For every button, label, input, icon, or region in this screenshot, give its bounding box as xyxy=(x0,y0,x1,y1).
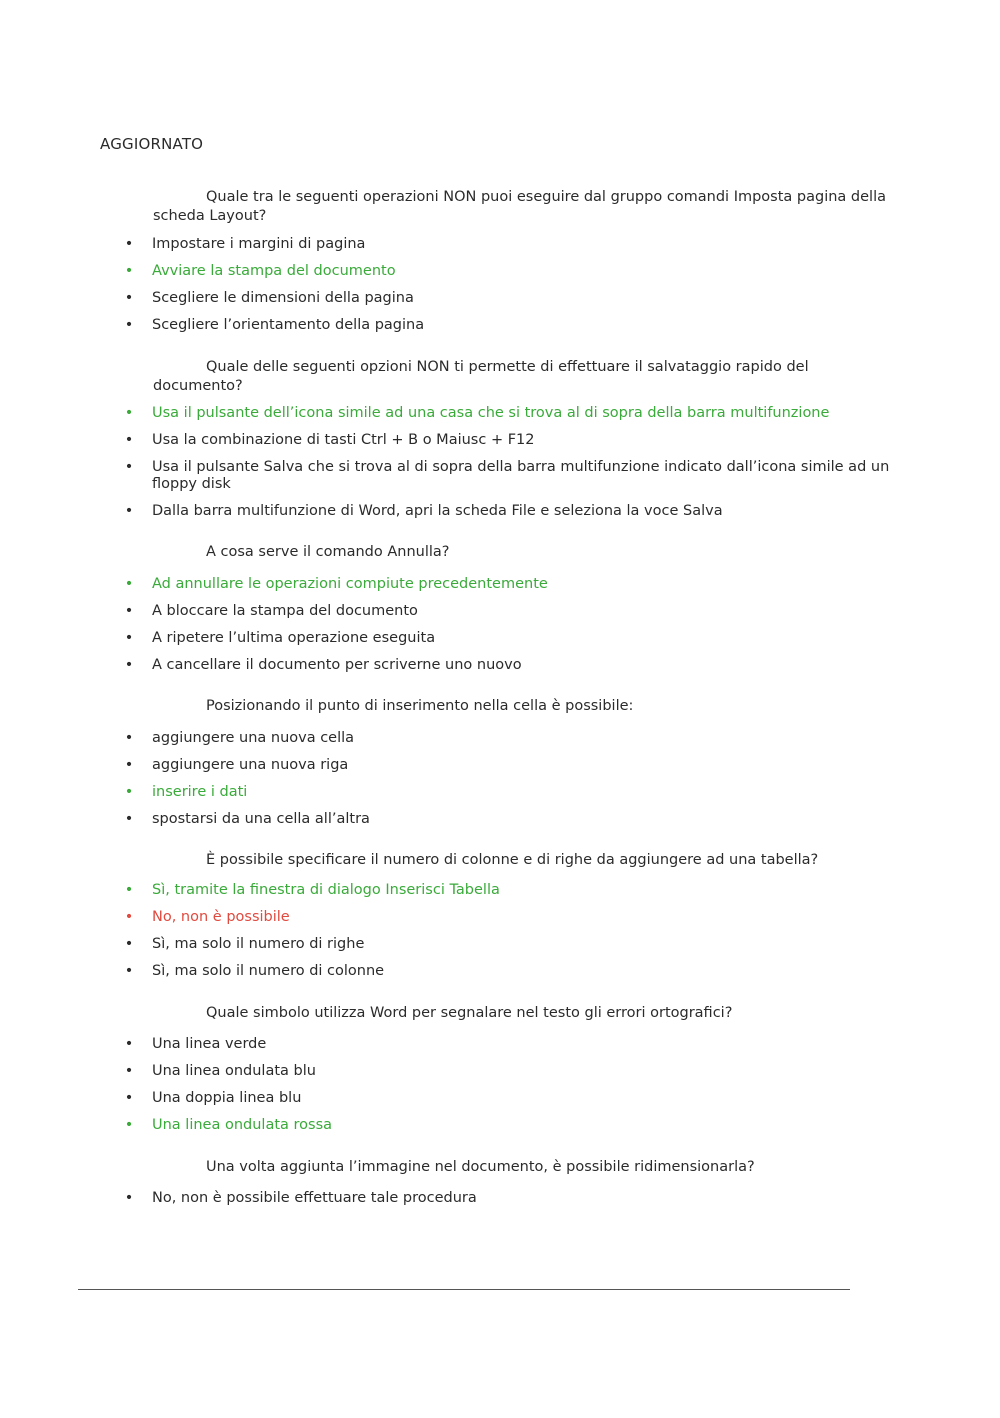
answer-text: Sì, ma solo il numero di colonne xyxy=(152,963,385,979)
answer-text: A cancellare il documento per scriverne uno nuovo xyxy=(152,657,522,673)
bullet-icon: • xyxy=(124,1036,134,1052)
bullet-icon: • xyxy=(124,657,134,673)
bullet-icon: • xyxy=(124,1190,134,1206)
question-3: A cosa serve il comando Annulla? xyxy=(206,544,450,560)
answer-item xyxy=(0,630,1000,647)
answer-list-3 xyxy=(0,576,1000,684)
answer-item xyxy=(0,236,1000,253)
bullet-icon: • xyxy=(124,730,134,746)
answer-item xyxy=(0,317,1000,334)
question-5: È possibile specificare il numero di colonne e di righe da aggiungere ad una tabella? xyxy=(206,852,819,868)
answer-text: Avviare la stampa del documento xyxy=(152,263,396,279)
bullet-icon: • xyxy=(124,757,134,773)
bullet-icon: • xyxy=(124,784,134,800)
answer-item xyxy=(0,757,1000,774)
answer-text: inserire i dati xyxy=(152,784,248,800)
bullet-icon: • xyxy=(124,811,134,827)
bullet-icon: • xyxy=(124,263,134,279)
answer-text: Una linea ondulata rossa xyxy=(152,1117,333,1133)
answer-text: A ripetere l’ultima operazione eseguita xyxy=(152,630,436,646)
answer-item xyxy=(0,459,1000,493)
answer-list-5 xyxy=(0,882,1000,990)
bullet-icon: • xyxy=(124,432,134,448)
answer-item xyxy=(0,432,1000,449)
answer-item-correct xyxy=(0,576,1000,593)
answer-text: spostarsi da una cella all’altra xyxy=(152,811,370,827)
question-1: Quale tra le seguenti operazioni NON puoi eseguire dal gruppo comandi Imposta pagina della scheda Layout? xyxy=(153,189,886,224)
answer-text: Usa il pulsante Salva che si trova al di sopra della barra multifunzione indicato dall’icona simile ad un floppy disk xyxy=(152,459,890,492)
answer-item-correct xyxy=(0,405,1000,422)
answer-item xyxy=(0,1090,1000,1107)
bullet-icon: • xyxy=(124,882,134,898)
answer-text: Dalla barra multifunzione di Word, apri la scheda File e seleziona la voce Salva xyxy=(152,503,723,519)
question-2: Quale delle seguenti opzioni NON ti permette di effettuare il salvataggio rapido del documento? xyxy=(153,359,809,394)
answer-text: Una linea verde xyxy=(152,1036,267,1052)
bullet-icon: • xyxy=(124,236,134,252)
answer-item xyxy=(0,503,1000,520)
bullet-icon: • xyxy=(124,317,134,333)
answer-item xyxy=(0,1063,1000,1080)
bullet-icon: • xyxy=(124,405,134,421)
bullet-icon: • xyxy=(124,1117,134,1133)
bullet-icon: • xyxy=(124,603,134,619)
answer-item xyxy=(0,657,1000,674)
answer-item xyxy=(0,1190,1000,1207)
answer-text: Scegliere le dimensioni della pagina xyxy=(152,290,414,306)
answer-list-7 xyxy=(0,1190,1000,1217)
answer-list-1 xyxy=(0,236,1000,344)
bullet-icon: • xyxy=(124,909,134,925)
bullet-icon: • xyxy=(124,576,134,592)
answer-list-6 xyxy=(0,1036,1000,1144)
answer-item-correct xyxy=(0,882,1000,899)
answer-list-4 xyxy=(0,730,1000,838)
answer-text: Sì, ma solo il numero di righe xyxy=(152,936,365,952)
answer-text: A bloccare la stampa del documento xyxy=(152,603,418,619)
bullet-icon: • xyxy=(124,936,134,952)
question-6: Quale simbolo utilizza Word per segnalare nel testo gli errori ortografici? xyxy=(206,1005,733,1021)
answer-text: Sì, tramite la finestra di dialogo Inserisci Tabella xyxy=(152,882,500,898)
answer-item xyxy=(0,811,1000,828)
bullet-icon: • xyxy=(124,1090,134,1106)
answer-item-wrong xyxy=(0,909,1000,926)
answer-item-correct xyxy=(0,1117,1000,1134)
bullet-icon: • xyxy=(124,290,134,306)
answer-text: No, non è possibile xyxy=(152,909,290,925)
answer-text: Scegliere l’orientamento della pagina xyxy=(152,317,425,333)
answer-item xyxy=(0,290,1000,307)
answer-item xyxy=(0,1036,1000,1053)
answer-text: Impostare i margini di pagina xyxy=(152,236,366,252)
footer-divider xyxy=(78,1289,850,1290)
bullet-icon: • xyxy=(124,503,134,519)
answer-text: No, non è possibile effettuare tale procedura xyxy=(152,1190,477,1206)
bullet-icon: • xyxy=(124,1063,134,1079)
answer-item-correct xyxy=(0,784,1000,801)
answer-text: Una linea ondulata blu xyxy=(152,1063,316,1079)
bullet-icon: • xyxy=(124,630,134,646)
answer-item xyxy=(0,603,1000,620)
answer-text: Usa la combinazione di tasti Ctrl + B o Maiusc + F12 xyxy=(152,432,535,448)
question-4: Posizionando il punto di inserimento nella cella è possibile: xyxy=(206,698,634,714)
answer-text: Una doppia linea blu xyxy=(152,1090,302,1106)
document-title: AGGIORNATO xyxy=(100,135,204,153)
answer-text: Usa il pulsante dell’icona simile ad una casa che si trova al di sopra della barra multifunzione xyxy=(152,405,830,421)
bullet-icon: • xyxy=(124,963,134,979)
question-7: Una volta aggiunta l’immagine nel documento, è possibile ridimensionarla? xyxy=(206,1159,755,1175)
answer-item xyxy=(0,730,1000,747)
answer-text: aggiungere una nuova riga xyxy=(152,757,349,773)
answer-item xyxy=(0,936,1000,953)
bullet-icon: • xyxy=(124,459,134,475)
answer-text: aggiungere una nuova cella xyxy=(152,730,355,746)
answer-list-2 xyxy=(0,405,1000,530)
answer-text: Ad annullare le operazioni compiute precedentemente xyxy=(152,576,548,592)
answer-item-correct xyxy=(0,263,1000,280)
answer-item xyxy=(0,963,1000,980)
